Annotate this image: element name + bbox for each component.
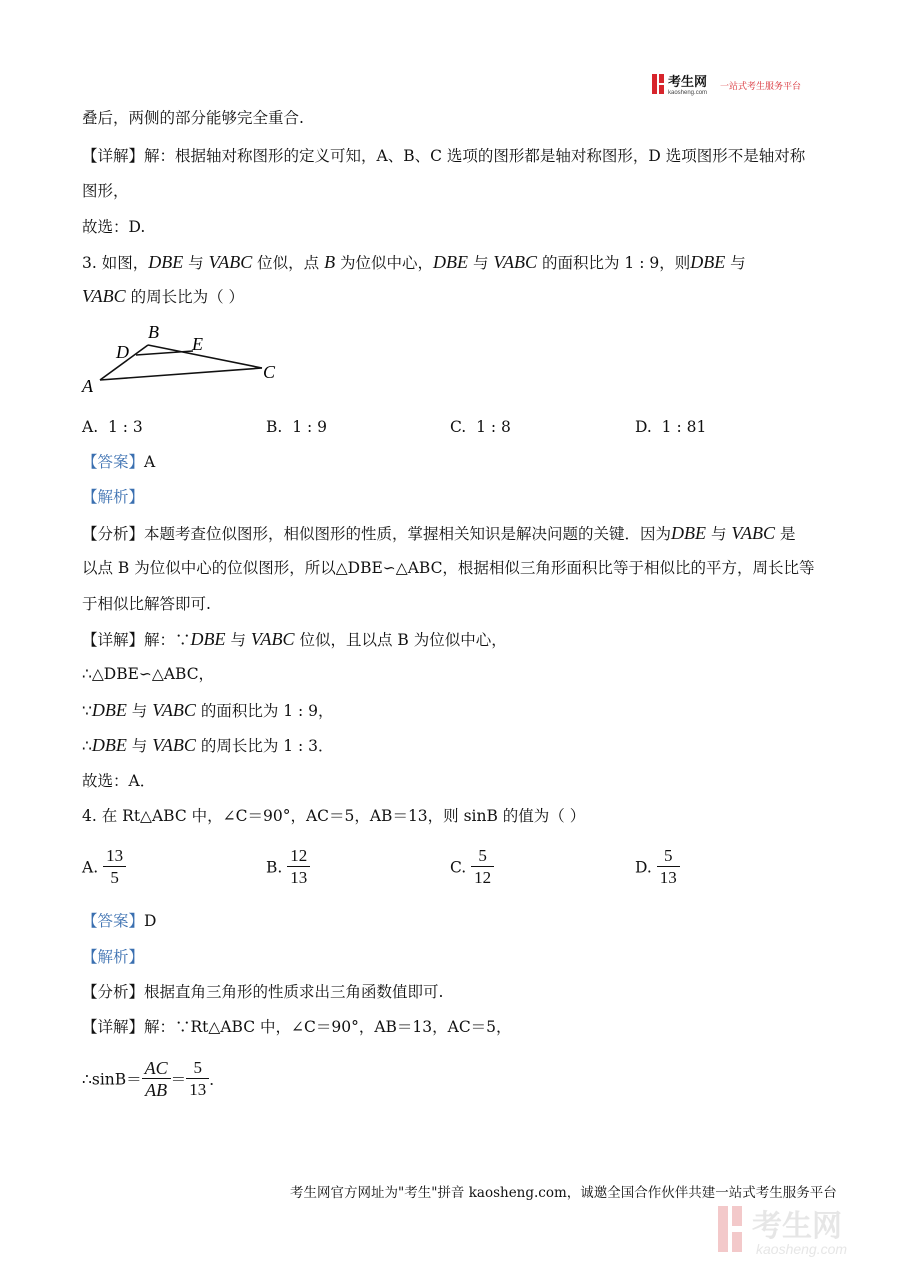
q4-option-a: A. $\frac{13}{5}$ — [82, 846, 126, 889]
q3-detail-line5: 故选：A． — [82, 772, 156, 790]
q3-answer: 【答案】A — [82, 453, 156, 471]
label-A: A — [82, 376, 93, 396]
q4-answer: 【答案】D — [82, 912, 157, 930]
q3-fenxi-line3: 于相似比解答即可. — [82, 595, 211, 613]
answer-tag: 【答案】 — [82, 453, 145, 471]
footer-text: 考生网官方网址为"考生"拼音 kaosheng.com，诚邀全国合作伙伴共建一站式考生服务平台 — [290, 1185, 837, 1201]
label-C: C — [263, 362, 276, 382]
watermark-logo — [716, 1200, 886, 1258]
logo-slogan: 一站式考生服务平台 — [720, 81, 802, 91]
detail-tag: 【详解】 — [82, 147, 145, 165]
detail-paragraph: 【详解】解：根据轴对称图形的定义可知，A、B、C 选项的图形都是轴对称图形，D 选项图形不是轴对称 — [82, 147, 806, 165]
text-line: 故选：D. — [82, 218, 146, 236]
q3-detail-line1: 【详解】解：∵DBE 与 VABC 位似，且以点 B 为位似中心， — [82, 629, 507, 649]
q3-option-b: B. 1 : 9 — [266, 418, 327, 436]
q4-option-b: B. $\frac{12}{13}$ — [266, 846, 310, 889]
text-line: 图形， — [82, 182, 129, 200]
q3-option-d: D. 1 : 81 — [635, 418, 707, 436]
q4-fenxi: 【分析】根据直角三角形的性质求出三角函数值即可. — [82, 983, 444, 1001]
label-E: E — [192, 334, 203, 354]
q4-detail: 【详解】解：∵Rt△ABC 中，∠C＝90°，AB＝13，AC＝5， — [82, 1018, 512, 1036]
q3-analysis-tag: 【解析】 — [82, 488, 145, 506]
logo-text: 考生网 — [668, 74, 708, 89]
question-3-stem-cont: VABC 的周长比为（ ） — [82, 286, 245, 306]
q4-analysis-tag: 【解析】 — [82, 948, 145, 966]
q4-sin-formula: ∴sinB＝ $\frac{AC}{AB}$ ＝ $\frac{5}{13}$ ． — [82, 1058, 225, 1100]
watermark-sub: kaosheng.com — [756, 1241, 848, 1257]
q3-detail-line2: ∴△DBE∽△ABC， — [82, 665, 215, 683]
q3-option-a: A. 1 : 3 — [82, 418, 143, 436]
triangle-diagram — [76, 318, 296, 404]
q4-option-d: D. $\frac{5}{13}$ — [635, 846, 680, 889]
q3-detail-line4: ∴DBE 与 VABC 的周长比为 1 : 3． — [82, 735, 334, 755]
q3-option-c: C. 1 : 8 — [450, 418, 511, 436]
label-D: D — [116, 342, 129, 362]
watermark-text: 考生网 — [752, 1210, 842, 1243]
label-B: B — [148, 322, 159, 342]
q3-fenxi-line1: 【分析】本题考查位似图形，相似图形的性质，掌握相关知识是解决问题的关键．因为DBE 与 VABC 是 — [82, 523, 796, 543]
logo-sub: kaosheng.com — [668, 90, 708, 96]
text-line: 叠后，两侧的部分能够完全重合. — [82, 109, 304, 127]
q3-fenxi-line2: 以点 B 为位似中心的位似图形，所以△DBE∽△ABC，根据相似三角形面积比等于相似比的平方，周长比等 — [82, 559, 815, 577]
brand-logo — [652, 72, 822, 96]
question-4-stem: 4. 在 Rt△ABC 中，∠C＝90°，AC＝5，AB＝13，则 sinB 的值为（ ） — [82, 807, 586, 825]
q3-detail-line3: ∵DBE 与 VABC 的面积比为 1 : 9， — [82, 700, 334, 720]
q4-option-c: C. $\frac{5}{12}$ — [450, 846, 494, 889]
answer-tag: 【答案】 — [82, 912, 145, 930]
question-3-stem: 3. 如图，DBE 与 VABC 位似，点 B 为位似中心，DBE 与 VABC 的面积比为 1 : 9，则DBE 与 — [82, 252, 746, 272]
